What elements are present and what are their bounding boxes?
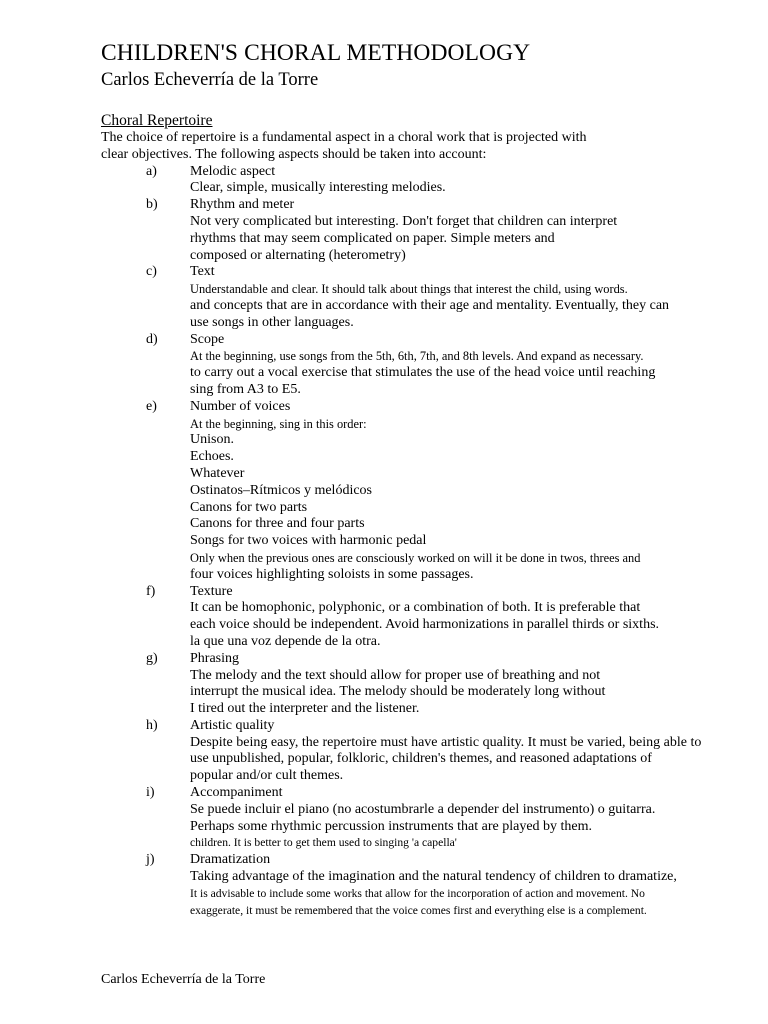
list-item-text-line: Only when the previous ones are consciously worked on will it be done in twos, threes and (190, 550, 641, 565)
list-item (101, 651, 731, 718)
list-item-text-line: rhythms that may seem complicated on paper. Simple meters and (190, 230, 555, 246)
list-item-marker: a) (146, 163, 157, 179)
list-item-marker: c) (146, 264, 157, 280)
list-item-marker: j) (146, 852, 155, 868)
list-item-text-line: The melody and the text should allow for proper use of breathing and not (190, 667, 601, 683)
list-item-text-line: and concepts that are in accordance with their age and mentality. Eventually, they can (190, 297, 670, 313)
list-item-text-line: Clear, simple, musically interesting melodies. (190, 180, 446, 196)
list-item-text-line: Canons for two parts (190, 499, 308, 515)
list-item-label: Artistic quality (190, 717, 275, 733)
intro-line: The choice of repertoire is a fundamental aspect in a choral work that is projected with (101, 130, 587, 145)
list-item (101, 197, 731, 264)
intro-line: clear objectives. The following aspects should be taken into account: (101, 146, 487, 162)
list-item-label: Melodic aspect (190, 163, 276, 179)
list-item (101, 785, 731, 852)
list-item-label: Dramatization (190, 852, 271, 868)
list-item (101, 332, 731, 399)
list-item-label: Phrasing (190, 650, 239, 666)
intro-paragraph (101, 130, 731, 164)
list-item-text-line: Whatever (190, 465, 245, 481)
list-item-text-line: exaggerate, it must be remembered that the voice comes first and everything else is a complement. (190, 903, 647, 917)
list-item-text-line: sing from A3 to E5. (190, 381, 301, 397)
list-item-text-line: Unison. (190, 432, 234, 448)
repertoire-aspect-list (101, 164, 731, 920)
list-item-text-line: use songs in other languages. (190, 314, 354, 330)
list-item-text-line: Songs for two voices with harmonic pedal (190, 533, 427, 549)
list-item-text-line: Not very complicated but interesting. Don't forget that children can interpret (190, 213, 618, 229)
list-item-marker: e) (146, 398, 157, 414)
list-item-text-line: I tired out the interpreter and the listener. (190, 701, 420, 717)
list-item-text-line: Echoes. (190, 449, 234, 465)
list-item-text-line: It is advisable to include some works that allow for the incorporation of action and movement. No (190, 886, 645, 900)
section-heading: Choral Repertoire (101, 112, 213, 129)
list-item-text-line: It can be homophonic, polyphonic, or a combination of both. It is preferable that (190, 600, 641, 616)
document-title: CHILDREN'S CHORAL METHODOLOGY (101, 40, 531, 66)
list-item-text-line: use unpublished, popular, folkloric, children's themes, and reasoned adaptations of (190, 751, 652, 767)
list-item-text-line: Understandable and clear. It should talk about things that interest the child, using words. (190, 282, 628, 297)
list-item-text-line: Perhaps some rhythmic percussion instruments that are played by them. (190, 818, 593, 834)
list-item (101, 584, 731, 651)
list-item-text-line: Se puede incluir el piano (no acostumbrarle a depender del instrumento) o guitarra. (190, 801, 656, 817)
list-item-text-line: Despite being easy, the repertoire must have artistic quality. It must be varied, being able to (190, 734, 702, 750)
list-item-text-line: Canons for three and four parts (190, 516, 365, 532)
list-item-text-line: composed or alternating (heterometry) (190, 247, 406, 263)
page-footer: Carlos Echeverría de la Torre (101, 972, 266, 987)
list-item-marker: b) (146, 197, 158, 213)
list-item-text-line: Ostinatos–Rítmicos y melódicos (190, 482, 372, 498)
list-item-label: Number of voices (190, 398, 291, 414)
list-item-marker: d) (146, 331, 158, 347)
list-item-label: Rhythm and meter (190, 197, 295, 213)
list-item-label: Scope (190, 331, 225, 347)
document-page (101, 38, 731, 919)
list-item-text-line: la que una voz depende de la otra. (190, 633, 381, 649)
list-item (101, 718, 731, 785)
list-item-text-line: four voices highlighting soloists in some passages. (190, 566, 474, 582)
list-item-marker: f) (146, 583, 156, 599)
list-item (101, 852, 731, 919)
list-item-label: Accompaniment (190, 785, 283, 801)
list-item-label: Text (190, 264, 215, 280)
list-item (101, 264, 731, 331)
list-item-text-line: children. It is better to get them used to singing 'a capella' (190, 836, 457, 850)
list-item-text-line: Taking advantage of the imagination and the natural tendency of children to dramatize, (190, 869, 677, 885)
list-item-marker: g) (146, 650, 158, 666)
list-item-marker: i) (146, 785, 155, 801)
list-item-label: Texture (190, 583, 233, 599)
list-item-text-line: At the beginning, sing in this order: (190, 416, 367, 431)
list-item (101, 164, 731, 198)
list-item-text-line: interrupt the musical idea. The melody should be moderately long without (190, 684, 606, 700)
list-item-text-line: to carry out a vocal exercise that stimulates the use of the head voice until reaching (190, 365, 656, 381)
list-item-text-line: each voice should be independent. Avoid harmonizations in parallel thirds or sixths. (190, 617, 660, 633)
list-item-text-line: popular and/or cult themes. (190, 768, 344, 784)
list-item (101, 399, 731, 584)
list-item-marker: h) (146, 717, 158, 733)
document-author: Carlos Echeverría de la Torre (101, 70, 319, 90)
list-item-text-line: At the beginning, use songs from the 5th, 6th, 7th, and 8th levels. And expand as necessary. (190, 349, 644, 364)
